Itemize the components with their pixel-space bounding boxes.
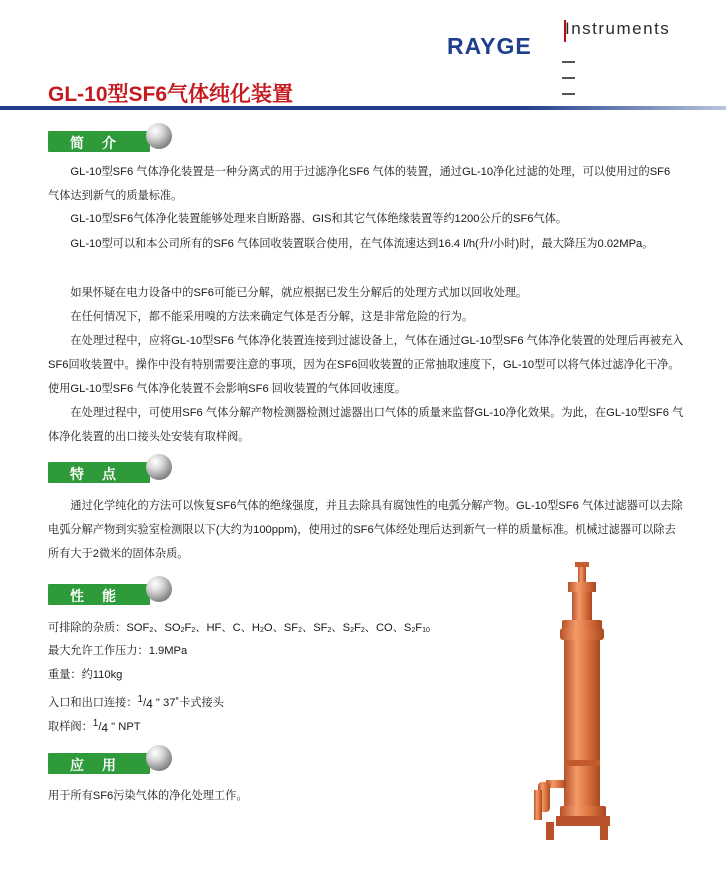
section-header-specs bbox=[48, 576, 163, 606]
sphere-icon bbox=[146, 454, 172, 480]
intro-paragraph-1: GL-10型SF6 气体净化装置是一种分离式的用于过滤净化SF6 气体的装置，通过GL-10净化过滤的处理，可以使用过的SF6 气体达到新气的质量标准。 bbox=[48, 166, 671, 202]
spec-impurities bbox=[48, 617, 518, 642]
section-title: 特点 bbox=[70, 466, 134, 482]
spec-connection-suffix: " 37˚卡式接头 bbox=[152, 697, 224, 709]
section-title: 简介 bbox=[70, 135, 134, 151]
impurity-formula: $SO_2F_2$ bbox=[164, 622, 196, 634]
brand-rule bbox=[562, 61, 575, 63]
spec-valve bbox=[48, 712, 141, 740]
impurity-formula: C bbox=[232, 622, 241, 634]
intro-paragraph-5: 在任何情况下，都不能采用嗅的方法来确定气体是否分解，这是非常危险的行为。 bbox=[70, 311, 474, 323]
impurity-formula: $SOF_2$ bbox=[126, 622, 154, 634]
impurity-formula: $SF_2$ bbox=[283, 622, 302, 634]
section-header-features bbox=[48, 454, 163, 484]
intro-paragraph-7: 在处理过程中，可使用SF6 气体分解产物检测器检测过滤器出口气体的质量来监督GL-10净化效果。为此，在GL-10型SF6 气体净化装置的出口接头处安装有取样阀。 bbox=[48, 407, 684, 443]
title-rule bbox=[0, 106, 726, 110]
top-cap bbox=[560, 628, 604, 640]
section-header-intro bbox=[48, 123, 163, 153]
brand-tagline: Instruments bbox=[565, 19, 671, 38]
intro-paragraph-2: GL-10型SF6气体净化装置能够处理来自断路器、GIS和其它气体绝缘装置等约1200公斤的SF6气体。 bbox=[70, 213, 568, 225]
intro-paragraph-3: GL-10型可以和本公司所有的SF6 气体回收装置联合使用，在气体流速达到16.4 l/h(升/小时)时，最大降压为0.02MPa。 bbox=[70, 238, 654, 250]
leg bbox=[546, 822, 554, 840]
spec-impurities-label: 可排除的杂质： bbox=[48, 622, 127, 634]
impurity-formula: HF bbox=[206, 622, 222, 634]
brand-rule bbox=[562, 77, 575, 79]
spec-pressure: 最大允许工作压力：1.9MPa bbox=[48, 645, 188, 657]
cylinder-body bbox=[564, 640, 600, 810]
section-header-application bbox=[48, 745, 163, 775]
sphere-icon bbox=[146, 576, 172, 602]
outlet-nozzle bbox=[534, 790, 542, 820]
sphere-icon bbox=[146, 123, 172, 149]
impurity-formula: $S_2F_{10}$ bbox=[403, 622, 430, 634]
impurity-formula: $H_2O$ bbox=[251, 622, 273, 634]
spec-connection-label: 入口和出口连接： bbox=[48, 697, 138, 709]
brand-logo: RAYGE bbox=[447, 33, 532, 59]
section-title: 性能 bbox=[70, 588, 134, 604]
intro-paragraph-4: 如果怀疑在电力设备中的SF6可能已分解，就应根据已发生分解后的处理方式加以回收处理。 bbox=[70, 287, 528, 299]
top-valve-body bbox=[568, 582, 596, 592]
spec-valve-label: 取样阀： bbox=[48, 721, 93, 733]
intro-paragraph-6: 在处理过程中，应将GL-10型SF6 气体净化装置连接到过滤设备上，气体在通过GL-10型SF6 气体净化装置的处理后再被充入SF6回收装置中。操作中没有特别需要注意的事项，因为在SF6回收装置的正常抽取速度下，GL-10型可以将气体过滤净化干净。使用GL-10型SF6 气体净化装置不会影响SF6 回收装置的气体回收速度。 bbox=[48, 335, 684, 395]
top-valve-cap bbox=[575, 562, 589, 567]
impurity-formula: CO bbox=[375, 622, 393, 634]
purifier-device-illustration bbox=[520, 560, 630, 850]
leg bbox=[600, 822, 608, 840]
impurity-list: $SOF_2$、$SO_2F_2$、HF、C、$H_2O$、$SF_2$、$SF_2$、$S_2F_2$、CO、$S_2F_{10}$ bbox=[126, 622, 430, 634]
application-text: 用于所有SF6污染气体的净化处理工作。 bbox=[48, 790, 248, 802]
section-title: 应用 bbox=[70, 757, 134, 773]
brand-rule bbox=[562, 93, 575, 95]
impurity-formula: $S_2F_2$ bbox=[342, 622, 365, 634]
sphere-icon bbox=[146, 745, 172, 771]
features-paragraph: 通过化学纯化的方法可以恢复SF6气体的绝缘强度，并且去除具有腐蚀性的电弧分解产物。GL-10型SF6 气体过滤器可以去除电弧分解产物到实验室检测限以下(大约为100ppm)，使用过的SF6气体经处理后达到新气一样的质量标准。机械过滤器可以除去所有大于2微米的固体杂质。 bbox=[48, 500, 683, 560]
cylinder-band bbox=[564, 760, 600, 766]
spec-valve-suffix: " NPT bbox=[108, 721, 141, 733]
impurity-formula: $SF_2$ bbox=[313, 622, 332, 634]
spec-weight: 重量：约110kg bbox=[48, 669, 123, 681]
fraction: 1/4 bbox=[92, 718, 109, 735]
top-fitting bbox=[572, 592, 592, 622]
fraction: 1/4 bbox=[137, 694, 153, 711]
page-title: GL-10型SF6气体纯化装置 bbox=[48, 83, 294, 106]
